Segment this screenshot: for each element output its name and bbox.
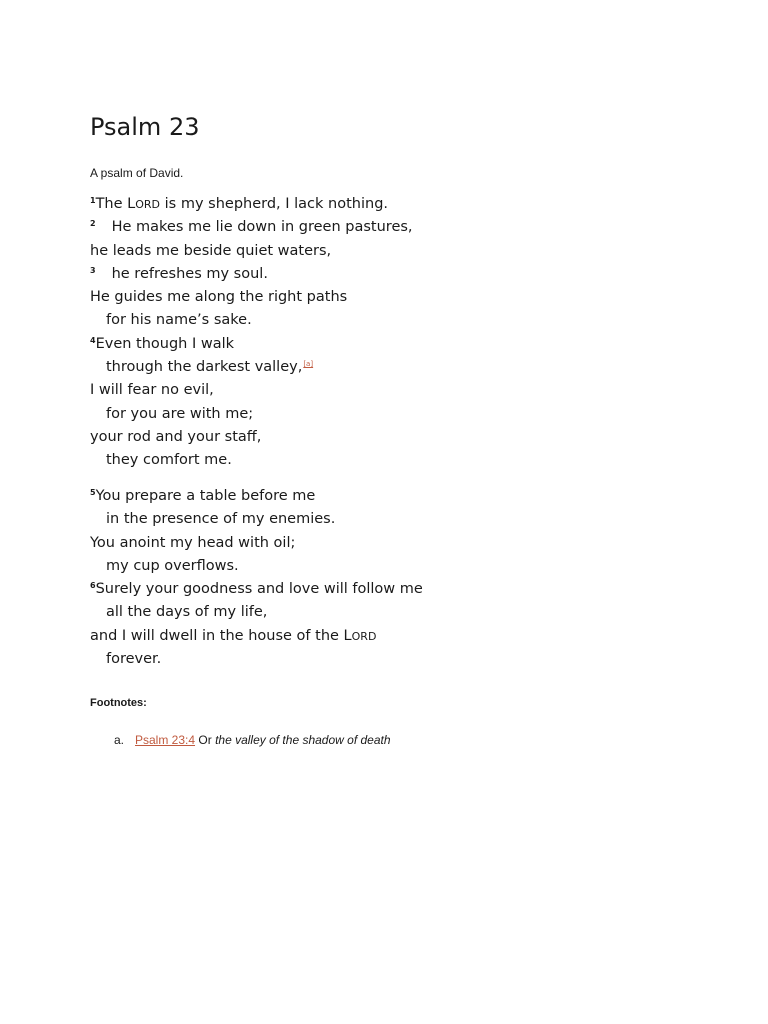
verse-line: in the presence of my enemies. [106, 511, 336, 528]
footnote-text: Or [198, 733, 212, 747]
verse-line: $^2$ He makes me lie down in green pastures, [90, 219, 413, 236]
verse-line: forever. [106, 651, 162, 668]
verse-line: $^3$ he refreshes my soul. [90, 265, 268, 282]
verse-line: You anoint my head with oil; [90, 534, 296, 551]
verse-line: $^4$Even though I walk [90, 335, 235, 352]
verse-line: they comfort me. [106, 452, 232, 469]
footnote-italic-text: the valley of the shadow of death [215, 733, 391, 747]
verse-number: 6 [90, 581, 96, 591]
verse-line: $^1$The LORD is my shepherd, I lack nothing. [90, 196, 389, 212]
psalm-superscription: A psalm of David. [90, 166, 184, 180]
verse-number: 4 [90, 335, 96, 345]
verse-line: and I will dwell in the house of the LORD [90, 627, 377, 644]
verse-line: I will fear no evil, [90, 382, 214, 399]
footnote-item [90, 732, 391, 748]
verse-number: 2 [90, 219, 96, 229]
stanza-2 [90, 485, 423, 671]
footnote-ref-link[interactable]: [a] [303, 360, 314, 369]
verse-line: $^5$You prepare a table before me [90, 488, 316, 504]
verse-number: 5 [90, 488, 96, 497]
verse-line: $^6$Surely your goodness and love will follow me [90, 581, 423, 598]
footnote-marker: a. [114, 733, 125, 747]
verse-number: 3 [90, 265, 96, 275]
footnote-list [90, 732, 391, 748]
lord-small-caps: LORD [127, 196, 161, 212]
verse-line: all the days of my life, [106, 604, 268, 621]
verse-line: he leads me beside quiet waters, [90, 242, 332, 259]
verse-line: for his name’s sake. [106, 312, 252, 329]
verse-line: your rod and your staff, [90, 428, 262, 445]
page-title: Psalm 23 [90, 113, 200, 141]
verse-line: He guides me along the right paths [90, 289, 348, 306]
lord-small-caps: LORD [343, 627, 377, 644]
verse-line: for you are with me; [106, 405, 254, 422]
verse-line: through the darkest valley,[a] [106, 359, 314, 376]
verse-line: my cup overflows. [106, 557, 239, 574]
footnote-source-link[interactable]: Psalm 23:4 [135, 733, 196, 747]
verse-number: 1 [90, 196, 96, 205]
stanza-1 [90, 193, 413, 473]
footnotes-heading: Footnotes: [90, 697, 147, 709]
